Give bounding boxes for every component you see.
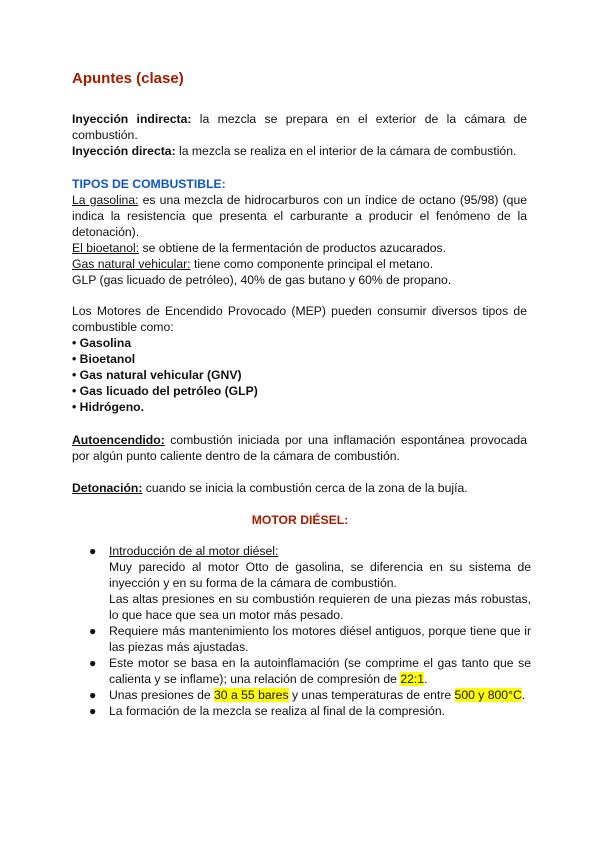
- mixture-formation-text: La formación de la mezcla se realiza al final de la compresión.: [109, 704, 446, 718]
- injection-section: [72, 111, 527, 159]
- mep-list: [72, 335, 527, 415]
- autoignition-text: combustión iniciada por una inflamación espontánea provocada por algún punto caliente dentro de la cámara de combustión.: [72, 433, 527, 463]
- sentence-end: .: [424, 672, 428, 686]
- direct-injection-label: Inyección directa:: [72, 144, 176, 158]
- fuel-types-heading: TIPOS DE COMBUSTIBLE:: [72, 177, 226, 191]
- list-item: • Gas natural vehicular (GNV): [72, 368, 242, 382]
- diesel-heading: MOTOR DIÉSEL:: [251, 513, 349, 527]
- diesel-intro-p2: Las altas presiones en su combustión requieren de una piezas más robustas, lo que hace que sea un motor más pesado.: [109, 592, 531, 622]
- mep-intro: Los Motores de Encendido Provocado (MEP) pueden consumir diversos tipos de combustible como:: [72, 304, 527, 334]
- direct-injection-text: la mezcla se realiza en el interior de la cámara de combustión.: [175, 144, 517, 158]
- bullet-icon: ●: [89, 656, 97, 670]
- detonation-text: cuando se inicia la combustión cerca de la zona de la bujía.: [142, 481, 468, 495]
- diesel-intro-p1: Muy parecido al motor Otto de gasolina, se diferencia en su sistema de inyección y en su forma de la cámara de combustión.: [109, 560, 531, 590]
- mep-section: [72, 303, 527, 415]
- list-item: [86, 623, 531, 655]
- gasoline-text: es una mezcla de hidrocarburos con un índice de octano (95/98) (que indica la resistencia que presenta el carburante a producir el fenómeno de la detonación).: [72, 193, 528, 239]
- diesel-maintenance-text: Requiere más mantenimiento los motores diésel antiguos, porque tiene que ir las piezas más ajustadas.: [109, 624, 531, 654]
- temperature-text: y unas temperaturas de entre: [288, 688, 455, 702]
- gnv-label: Gas natural vehicular:: [72, 257, 191, 271]
- compression-ratio-highlight: 22:1: [400, 672, 425, 686]
- list-item: [86, 543, 531, 623]
- list-item: [86, 687, 531, 703]
- sentence-end: .: [521, 688, 526, 702]
- bullet-icon: ●: [89, 544, 97, 558]
- bioethanol-label: El bioetanol:: [72, 241, 140, 255]
- gasoline-definition: [72, 192, 527, 240]
- bullet-icon: ●: [89, 688, 97, 702]
- list-item: • Gas licuado del petróleo (GLP): [72, 384, 258, 398]
- autoignition-section: [72, 432, 527, 464]
- page-title: Apuntes (clase): [72, 70, 184, 87]
- indirect-injection-text: la mezcla se prepara en el exterior de la cámara de combustión.: [72, 112, 527, 142]
- detonation-section: [72, 480, 527, 496]
- list-item: [86, 655, 531, 687]
- diesel-autoignition-text: Este motor se basa en la autoinflamación (se comprime el gas tanto que se calienta y se inflame); una relación de compresión de: [109, 656, 531, 686]
- pressure-highlight: 30 a 55 bares: [214, 688, 289, 702]
- pressure-text: Unas presiones de: [109, 688, 215, 702]
- autoignition-label: Autoencendido:: [72, 433, 165, 447]
- diesel-bullet-list: [86, 543, 531, 719]
- glp-definition: GLP (gas licuado de petróleo), 40% de gas butano y 60% de propano.: [72, 273, 452, 287]
- temperature-highlight: 500 y 800°C: [454, 688, 522, 702]
- gasoline-label: La gasolina:: [72, 193, 139, 207]
- bullet-icon: ●: [89, 624, 97, 638]
- list-item: [86, 703, 531, 719]
- list-item: • Gasolina: [72, 336, 132, 350]
- gnv-text: tiene como componente principal el metano.: [190, 257, 434, 271]
- bullet-icon: ●: [89, 704, 97, 718]
- detonation-label: Detonación:: [72, 481, 143, 495]
- list-item: • Bioetanol: [72, 352, 136, 366]
- diesel-intro-label: Introducción de al motor diésel:: [109, 544, 279, 558]
- list-item: • Hidrógeno.: [72, 400, 144, 414]
- gnv-definition: [72, 256, 527, 272]
- fuel-types-section: [72, 176, 527, 288]
- bioethanol-definition: [72, 240, 527, 256]
- bioethanol-text: se obtiene de la fermentación de productos azucarados.: [139, 241, 447, 255]
- indirect-injection: [72, 111, 527, 143]
- indirect-injection-label: Inyección indirecta:: [72, 112, 192, 126]
- direct-injection: [72, 143, 527, 159]
